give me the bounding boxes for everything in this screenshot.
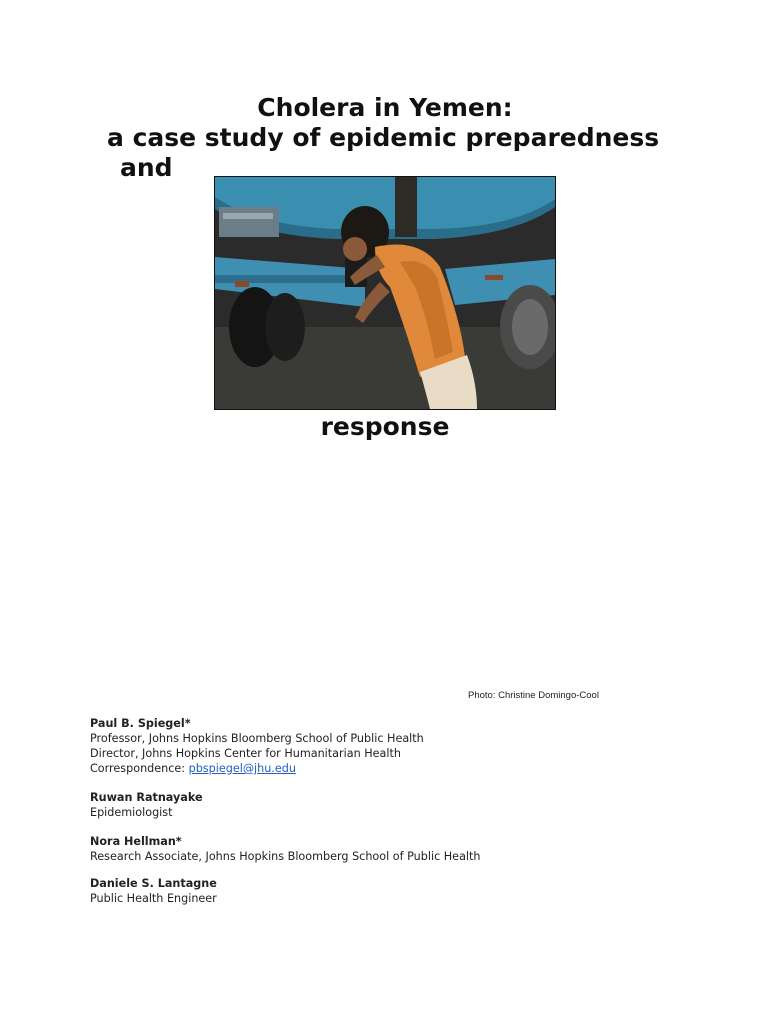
cover-photo bbox=[214, 176, 556, 410]
author-entry bbox=[90, 716, 710, 776]
title-line-4: response bbox=[320, 412, 450, 441]
title-line-3: and bbox=[120, 153, 173, 182]
author-affiliation: Director, Johns Hopkins Center for Humanitarian Health bbox=[90, 747, 401, 760]
title-line-2: a case study of epidemic preparedness bbox=[107, 123, 660, 152]
author-affiliation: Epidemiologist bbox=[90, 806, 173, 819]
author-entry bbox=[90, 790, 710, 820]
author-entry bbox=[90, 876, 710, 906]
author-name: Ruwan Ratnayake bbox=[90, 791, 203, 804]
correspondence-label: Correspondence: bbox=[90, 762, 186, 775]
author-name: Nora Hellman* bbox=[90, 835, 182, 848]
author-affiliation: Research Associate, Johns Hopkins Bloomberg School of Public Health bbox=[90, 850, 481, 863]
title-line-1: Cholera in Yemen: bbox=[257, 93, 513, 122]
correspondence-line bbox=[90, 761, 710, 776]
author-affiliation: Public Health Engineer bbox=[90, 892, 217, 905]
author-name: Daniele S. Lantagne bbox=[90, 877, 217, 890]
photo-illustration bbox=[215, 177, 555, 409]
author-affiliation: Professor, Johns Hopkins Bloomberg School of Public Health bbox=[90, 732, 424, 745]
photo-caption: Photo: Christine Domingo-Cool bbox=[468, 690, 599, 701]
author-entry bbox=[90, 834, 710, 864]
author-list bbox=[90, 716, 710, 920]
email-link[interactable]: pbspiegel@jhu.edu bbox=[188, 762, 296, 775]
author-name: Paul B. Spiegel* bbox=[90, 717, 191, 730]
